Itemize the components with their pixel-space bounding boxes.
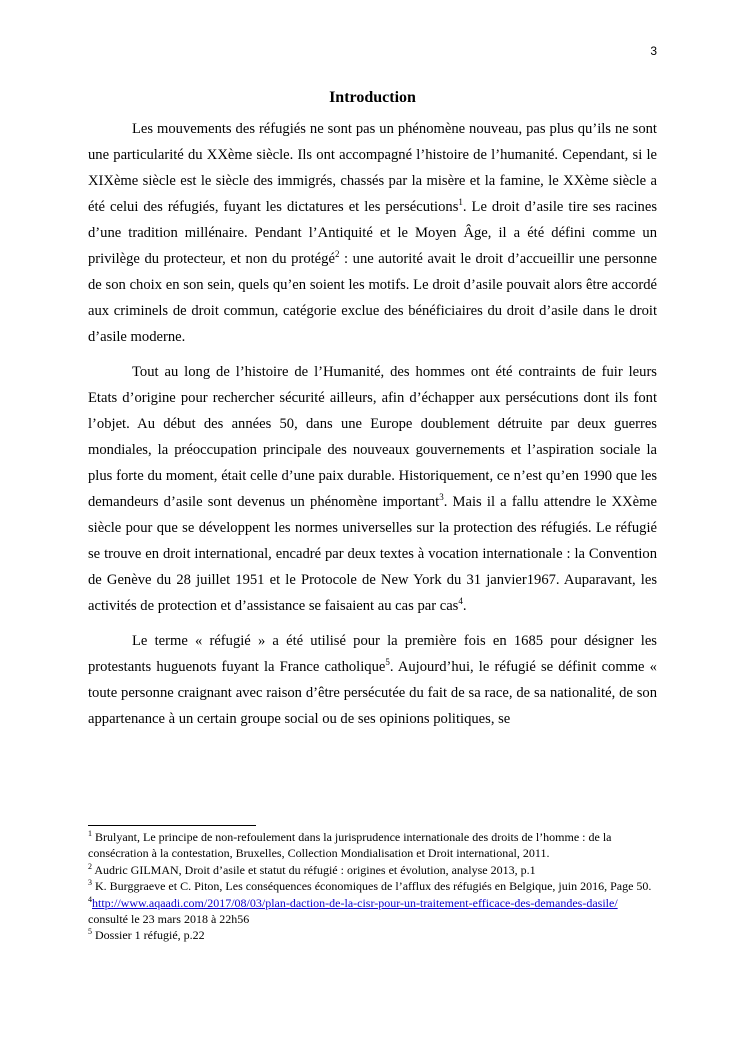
footnote-link[interactable]: http://www.aqaadi.com/2017/08/03/plan-daction-de-la-cisr-pour-un-traitement-efficace-des-demandes-dasile/	[92, 895, 618, 910]
paragraph-text: Le terme « réfugié » a été utilisé pour la première fois en 1685 pour désigner les protestants huguenots fuyant la France catholique	[88, 633, 657, 675]
paragraph-text: Tout au long de l’histoire de l’Humanité, des hommes ont été contraints de fuir leurs Etats d’origine pour rechercher sécurité ailleurs, afin d’échapper aux persécutions dont ils font l’objet. Au début des années 50, dans une Europe doublement détruite par deux guerres mondiales, la préoccupation principale des nouveaux gouvernements et l’aspiration sociale la plus forte du moment, était celle d’une paix durable. Historiquement, ce n’est qu’en 1990 que les demandeurs d’asile sont devenus un phénomène important	[88, 364, 657, 510]
paragraph	[88, 628, 657, 732]
footnote-reference: 5	[385, 657, 390, 668]
footnote-reference: 4	[458, 596, 463, 607]
footnote	[88, 862, 657, 878]
footnotes	[88, 829, 657, 944]
paragraph-text: Les mouvements des réfugiés ne sont pas un phénomène nouveau, pas plus qu’ils ne sont une particularité du XXème siècle. Ils ont accompagné l’histoire de l’humanité. Cependant, si le XIXème siècle est le siècle des immigrés, chassés par la misère et la famine, le XXème siècle a été celui des réfugiés, fuyant les dictatures et les persécutions	[88, 121, 657, 215]
footnote-number: 4	[88, 894, 92, 904]
footnote-reference: 2	[334, 249, 340, 260]
footnote-reference: 3	[439, 492, 444, 503]
page-number: 3	[650, 44, 657, 58]
section-title: Introduction	[329, 89, 416, 106]
paragraph	[88, 116, 657, 350]
footnote	[88, 878, 657, 894]
footnote-text: K. Burggraeve et C. Piton, Les conséquences économiques de l’afflux des réfugiés en Belgique, juin 2016, Page 50.	[92, 879, 652, 894]
footnote	[88, 829, 657, 862]
footnote-number: 3	[88, 878, 92, 888]
paragraph-text: . Le droit d’asile tire ses racines d’une tradition millénaire. Pendant l’Antiquité et le Moyen Âge, il a été défini comme un privilège du protecteur, et non du protégé	[88, 199, 657, 267]
footnote-number: 1	[88, 829, 92, 838]
paragraph	[88, 359, 657, 619]
paragraph-text: .	[462, 598, 467, 614]
paragraph-text: . Aujourd’hui, le réfugié se définit comme « toute personne craignant avec raison d’être persécutée du fait de sa race, de sa nationalité, de son appartenance à un certain groupe social ou de ses opinions politiques, se	[88, 659, 657, 727]
footnote	[88, 927, 657, 943]
footnote-separator	[88, 825, 256, 826]
footnote-text: consulté le 23 mars 2018 à 22h56	[88, 912, 250, 927]
footnote-number: 5	[88, 927, 92, 937]
paragraph-text: . Mais il a fallu attendre le XXème siècle pour que se développent les normes universelles sur la protection des réfugiés. Le réfugié se trouve en droit international, encadré par deux textes à vocation internationale : la Convention de Genève du 28 juillet 1951 et le Protocole de New York du 31 janvier1967. Auparavant, les activités de protection et d’assistance se faisaient au cas par cas	[88, 494, 657, 614]
footnote-text: Brulyant, Le principe de non-refoulement dans la jurisprudence internationale des droits de l’homme : de la consécration à la contestation, Bruxelles, Collection Mondialisation et Droit international, 2011.	[88, 830, 612, 861]
footnote-text: Audric GILMAN, Droit d’asile et statut du réfugié : origines et évolution, analyse 2013, p.1	[92, 862, 536, 877]
footnote-number: 2	[88, 861, 92, 871]
footnote-reference: 1	[458, 197, 463, 208]
footnote-text: Dossier 1 réfugié, p.22	[92, 928, 205, 943]
paragraph-text: : une autorité avait le droit d’accueillir une personne de son choix en son sein, quels qu’en soient les motifs. Le droit d’asile pouvait alors être accordé aux criminels de droit commun, catégorie exclue des bénéficiaires du droit d’asile dans le droit d’asile moderne.	[88, 251, 657, 345]
footnote	[88, 895, 657, 928]
body-text	[88, 116, 657, 741]
